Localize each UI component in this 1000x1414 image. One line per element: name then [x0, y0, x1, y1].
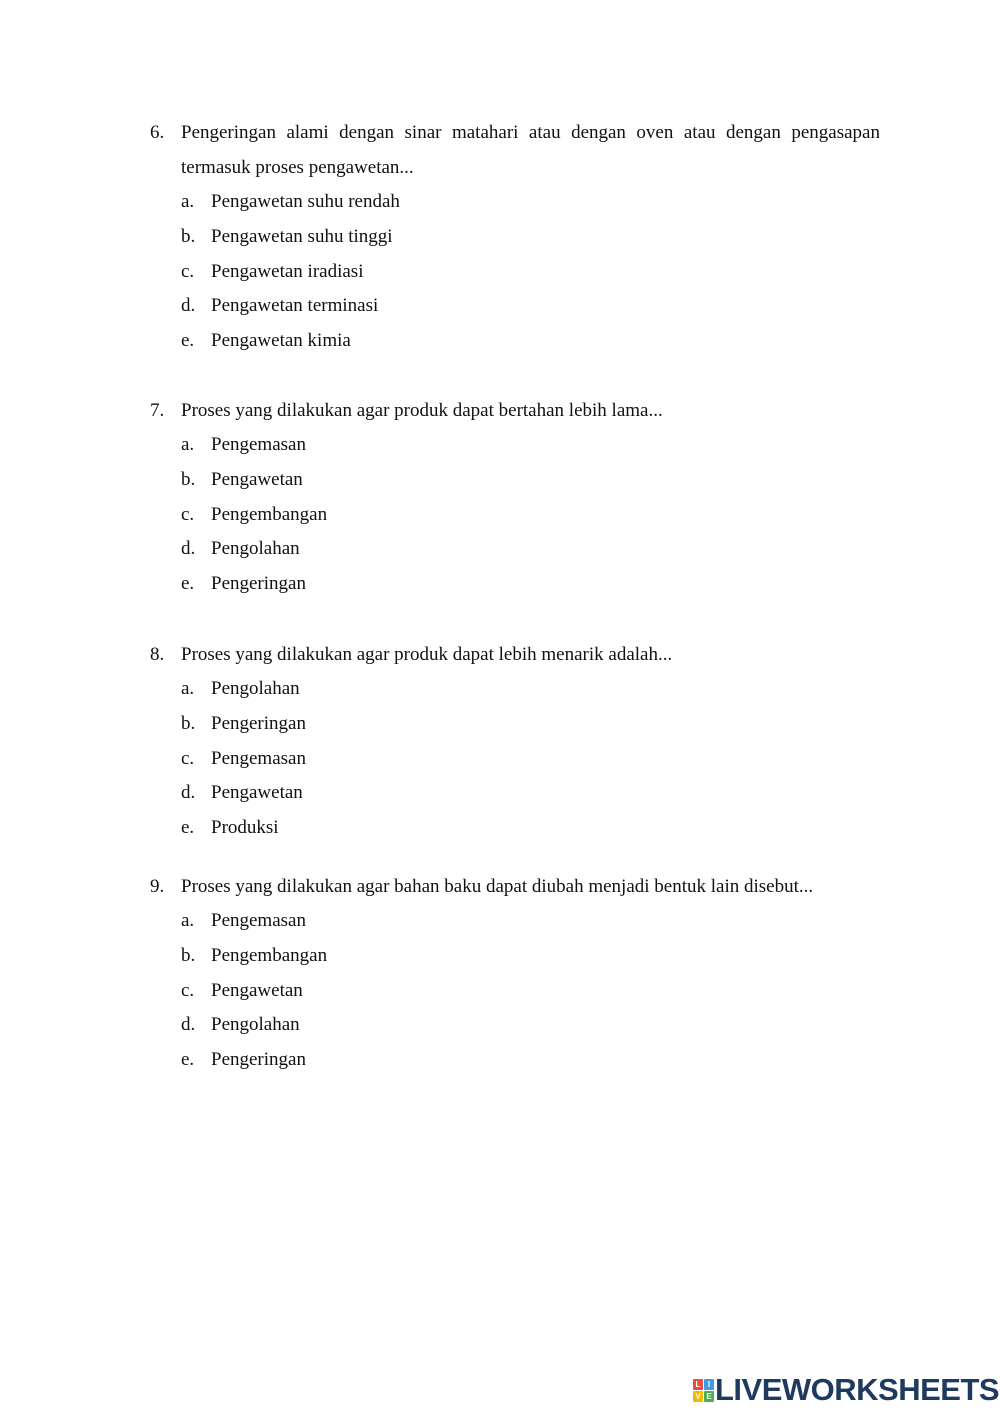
option-a[interactable] [150, 185, 880, 220]
option-text: Pengeringan [211, 1049, 306, 1071]
logo-cell-l: L [693, 1379, 703, 1390]
question-9 [150, 869, 880, 1078]
option-a[interactable] [150, 672, 880, 707]
option-text: Pengawetan terminasi [211, 295, 379, 317]
logo-text: LIVEWORKSHEETS [715, 1372, 1000, 1407]
option-letter: e. [181, 817, 195, 839]
option-d[interactable] [150, 1008, 880, 1043]
question-number: 8. [150, 644, 165, 665]
option-text: Pengolahan [211, 1014, 300, 1036]
question-6-stem [150, 115, 880, 150]
option-letter: c. [181, 747, 195, 769]
option-letter: d. [181, 538, 196, 560]
option-c[interactable] [150, 498, 880, 533]
option-letter: a. [181, 191, 195, 212]
option-text: Pengawetan kimia [211, 330, 351, 352]
question-text: Proses yang dilakukan agar bahan baku dapat diubah menjadi bentuk lain disebut... [181, 876, 814, 897]
logo-cell-i: I [704, 1379, 714, 1390]
option-letter: d. [181, 782, 196, 804]
liveworksheets-logo[interactable] [693, 1374, 999, 1406]
option-letter: a. [181, 910, 195, 931]
option-letter: e. [181, 573, 195, 595]
option-d[interactable] [150, 532, 880, 567]
option-letter: e. [181, 1049, 195, 1071]
option-c[interactable] [150, 974, 880, 1009]
option-e[interactable] [150, 567, 880, 602]
option-text: Pengembangan [211, 944, 328, 966]
option-letter: c. [181, 979, 195, 1001]
option-c[interactable] [150, 742, 880, 777]
option-text: Produksi [211, 817, 279, 839]
option-text: Pengawetan [211, 468, 303, 490]
option-letter: c. [181, 503, 195, 525]
option-text: Pengolahan [211, 678, 300, 699]
option-d[interactable] [150, 776, 880, 811]
option-e[interactable] [150, 811, 880, 846]
option-letter: d. [181, 1014, 196, 1036]
option-a[interactable] [150, 904, 880, 939]
option-text: Pengawetan iradiasi [211, 260, 364, 282]
option-text: Pengeringan [211, 573, 306, 595]
logo-cell-e: E [704, 1391, 714, 1402]
option-e[interactable] [150, 1043, 880, 1078]
option-b[interactable] [150, 220, 880, 255]
option-letter: d. [181, 295, 196, 317]
question-7-stem [150, 393, 880, 428]
option-b[interactable] [150, 707, 880, 742]
option-d[interactable] [150, 289, 880, 324]
question-7 [150, 393, 880, 602]
option-letter: e. [181, 330, 195, 352]
option-text: Pengeringan [211, 712, 306, 734]
question-8 [150, 637, 880, 846]
question-number: 7. [150, 400, 165, 421]
question-7-options [150, 428, 880, 602]
option-b[interactable] [150, 463, 880, 498]
question-6-options [150, 185, 880, 359]
question-text: Proses yang dilakukan agar produk dapat bertahan lebih lama... [181, 400, 663, 421]
option-b[interactable] [150, 939, 880, 974]
option-letter: a. [181, 678, 195, 699]
option-e[interactable] [150, 324, 880, 359]
option-text: Pengawetan [211, 782, 303, 804]
question-number: 6. [150, 122, 165, 143]
question-9-options [150, 904, 880, 1078]
option-text: Pengembangan [211, 503, 328, 525]
option-text: Pengolahan [211, 538, 300, 560]
option-letter: c. [181, 260, 195, 282]
option-text: Pengawetan suhu rendah [211, 191, 400, 212]
option-text: Pengemasan [211, 747, 306, 769]
question-text-continued: termasuk proses pengawetan... [181, 157, 414, 178]
option-letter: b. [181, 225, 196, 247]
option-text: Pengawetan suhu tinggi [211, 225, 393, 247]
logo-cell-v: V [693, 1391, 703, 1402]
option-letter: b. [181, 468, 196, 490]
question-text: Pengeringan alami dengan sinar matahari atau dengan oven atau dengan pengasapan [181, 122, 880, 143]
question-6 [150, 115, 880, 359]
option-c[interactable] [150, 255, 880, 290]
question-9-stem [150, 869, 880, 904]
option-letter: b. [181, 712, 196, 734]
option-text: Pengemasan [211, 910, 306, 931]
question-number: 9. [150, 876, 165, 897]
option-text: Pengawetan [211, 979, 303, 1001]
logo-grid-icon [693, 1379, 713, 1401]
option-a[interactable] [150, 428, 880, 463]
option-letter: b. [181, 944, 196, 966]
question-8-options [150, 672, 880, 846]
option-text: Pengemasan [211, 434, 306, 455]
option-letter: a. [181, 434, 195, 455]
question-8-stem [150, 637, 880, 672]
question-text: Proses yang dilakukan agar produk dapat lebih menarik adalah... [181, 644, 673, 665]
